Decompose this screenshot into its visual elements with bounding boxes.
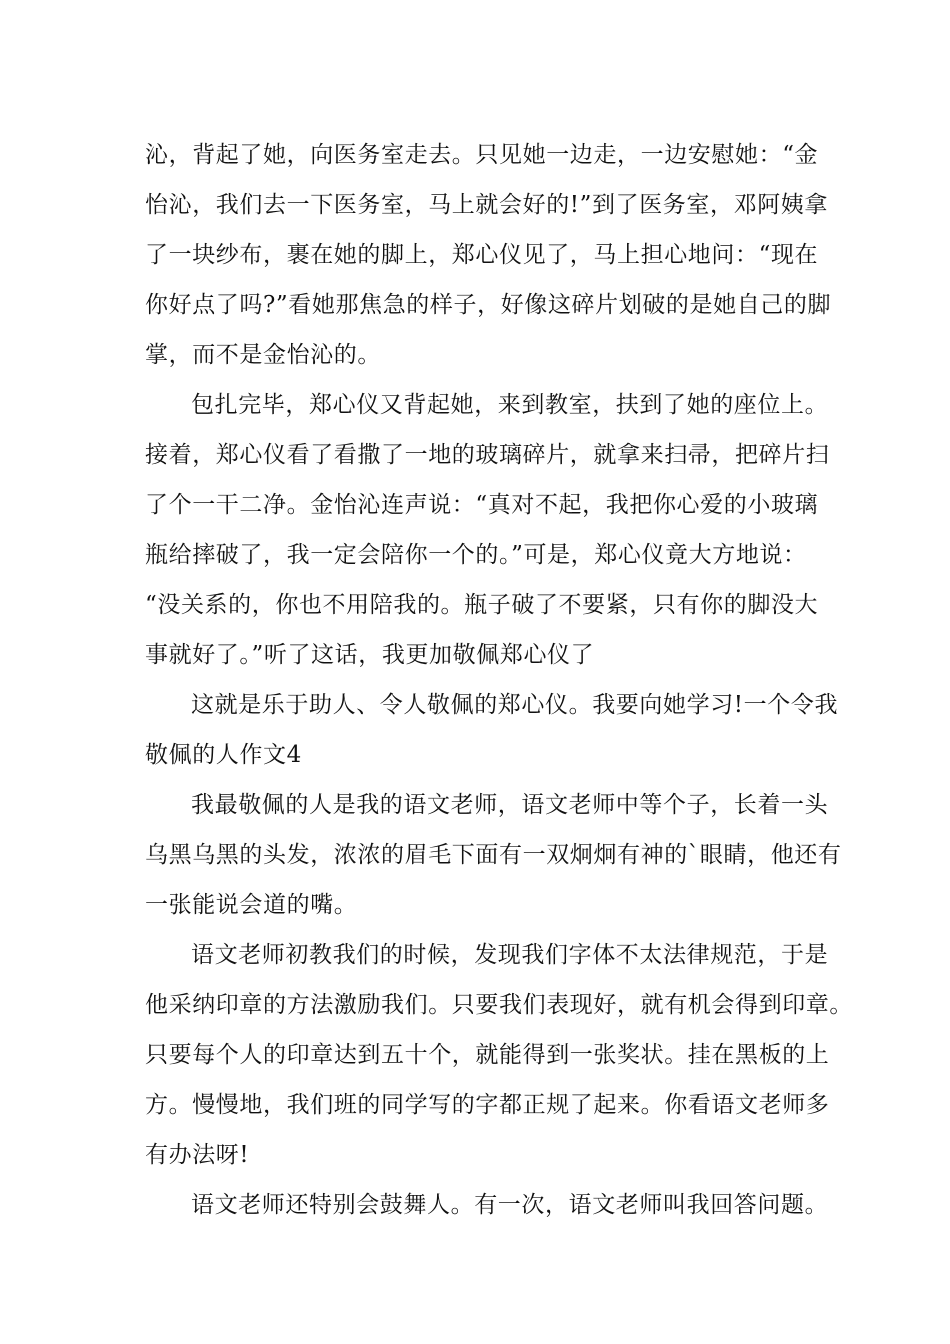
text-line: 敬佩的人作文4: [145, 742, 302, 768]
text-line: 沁，背起了她，向医务室走去。只见她一边走，一边安慰她：“金: [145, 142, 819, 168]
text-line: 这就是乐于助人、令人敬佩的郑心仪。我要向她学习!一个令我: [191, 692, 839, 718]
text-line: 他采纳印章的方法激励我们。只要我们表现好，就有机会得到印章。: [145, 992, 853, 1018]
text-line: 语文老师初教我们的时候，发现我们字体不太法律规范，于是: [191, 942, 829, 968]
text-line: 掌，而不是金怡沁的。: [145, 342, 381, 368]
text-line: 了一块纱布，裹在她的脚上，郑心仪见了，马上担心地问：“现在: [145, 242, 819, 268]
text-line: 方。慢慢地，我们班的同学写的字都正规了起来。你看语文老师多: [145, 1092, 830, 1118]
text-line: 你好点了吗?”看她那焦急的样子，好像这碎片划破的是她自己的脚: [145, 292, 832, 318]
text-line: 我最敬佩的人是我的语文老师，语文老师中等个子，长着一头: [191, 792, 829, 818]
text-line: 一张能说会道的嘴。: [145, 892, 358, 918]
text-line: 语文老师还特别会鼓舞人。有一次，语文老师叫我回答问题。: [191, 1192, 829, 1218]
text-line: 只要每个人的印章达到五十个，就能得到一张奖状。挂在黑板的上: [145, 1042, 830, 1068]
text-line: 瓶给摔破了，我一定会陪你一个的。”可是，郑心仪竟大方地说：: [145, 542, 807, 568]
text-line: 接着，郑心仪看了看撒了一地的玻璃碎片，就拿来扫帚，把碎片扫: [145, 442, 830, 468]
text-line: 乌黑乌黑的头发，浓浓的眉毛下面有一双炯炯有神的`眼睛，他还有: [145, 842, 842, 868]
text-line: 事就好了。”听了这话，我更加敬佩郑心仪了: [145, 642, 595, 668]
text-line: 了个一干二净。金怡沁连声说：“真对不起，我把你心爱的小玻璃: [145, 492, 819, 518]
text-line: 有办法呀!: [145, 1142, 250, 1168]
text-line: 怡沁，我们去一下医务室，马上就会好的!”到了医务室，邓阿姨拿: [145, 192, 829, 218]
essay-text: [145, 130, 853, 1230]
text-line: “没关系的，你也不用陪我的。瓶子破了不要紧，只有你的脚没大: [145, 592, 819, 618]
text-line: 包扎完毕，郑心仪又背起她，来到教室，扶到了她的座位上。: [191, 392, 829, 418]
